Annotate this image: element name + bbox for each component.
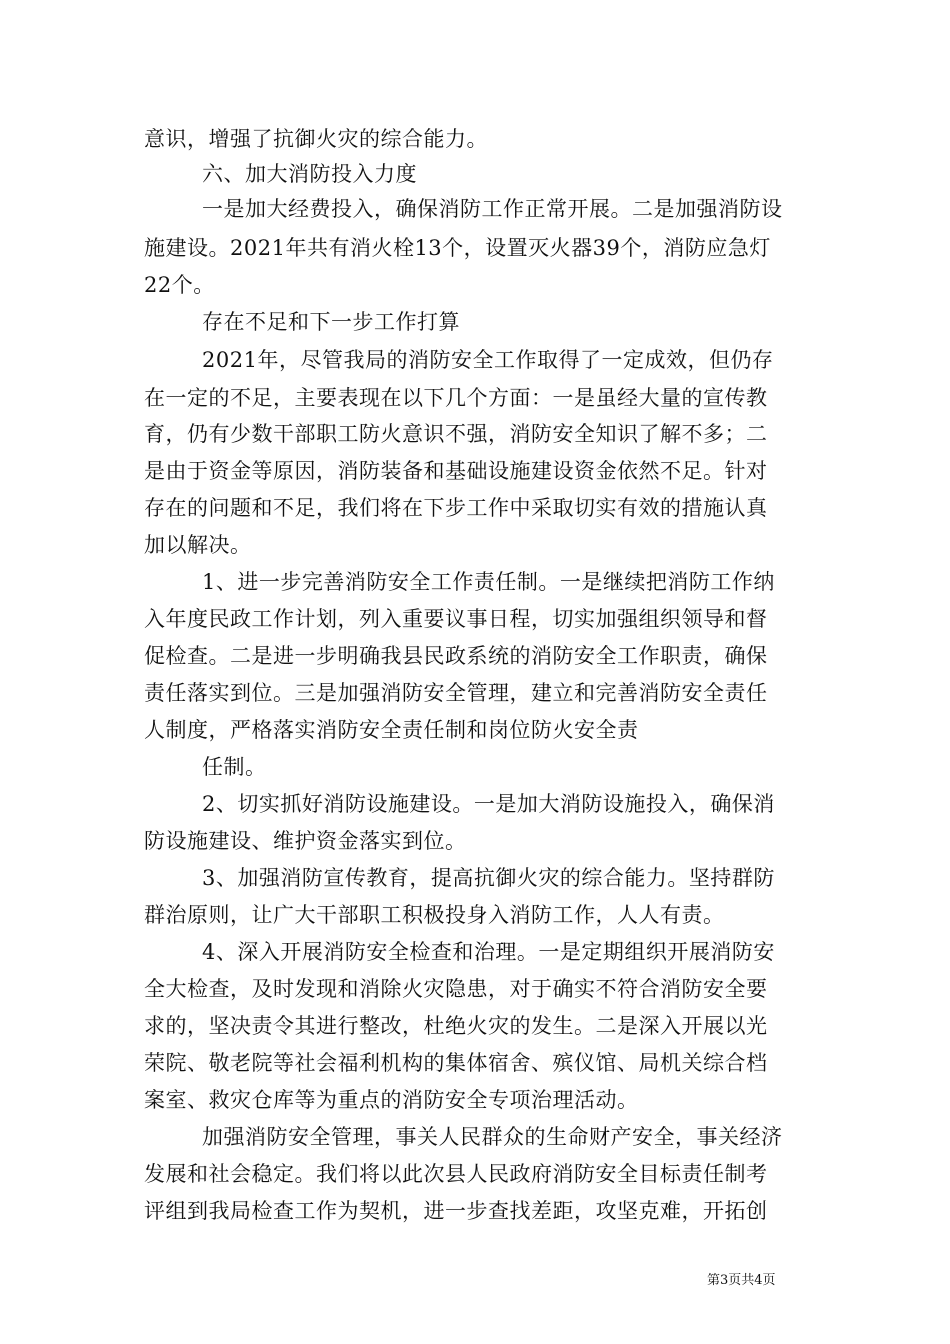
text-line: 发展和社会稳定。我们将以此次县人民政府消防安全目标责任制考	[144, 1162, 768, 1186]
text-line: 入年度民政工作计划，列入重要议事日程，切实加强组织领导和督	[144, 607, 768, 631]
text-line: 荣院、敬老院等社会福利机构的集体宿舍、殡仪馆、局机关综合档	[144, 1051, 768, 1075]
text-line: 1、进一步完善消防安全工作责任制。一是继续把消防工作纳	[202, 570, 775, 594]
page-number: 第3页共4页	[707, 1273, 776, 1288]
text-line: 4、深入开展消防安全检查和治理。一是定期组织开展消防安	[202, 940, 775, 964]
text-line: 22个。	[144, 273, 215, 297]
text-line: 全大检查，及时发现和消除火灾隐患，对于确实不符合消防安全要	[144, 977, 768, 1001]
text-line: 防设施建设、维护资金落实到位。	[144, 829, 467, 853]
text-line: 是由于资金等原因，消防装备和基础设施建设资金依然不足。针对	[144, 459, 768, 483]
text-line: 意识，增强了抗御火灾的综合能力。	[144, 127, 488, 151]
text-line: 存在的问题和不足，我们将在下步工作中采取切实有效的措施认真	[144, 496, 768, 520]
text-line: 评组到我局检查工作为契机，进一步查找差距，攻坚克难，开拓创	[144, 1199, 768, 1223]
text-line: 加以解决。	[144, 533, 252, 557]
text-line: 一是加大经费投入，确保消防工作正常开展。二是加强消防设	[202, 197, 783, 221]
text-line: 责任落实到位。三是加强消防安全管理，建立和完善消防安全责任	[144, 681, 768, 705]
text-line: 任制。	[202, 755, 267, 779]
text-line: 求的，坚决责令其进行整改，杜绝火灾的发生。二是深入开展以光	[144, 1014, 768, 1038]
text-line: 促检查。二是进一步明确我县民政系统的消防安全工作职责，确保	[144, 644, 768, 668]
text-line: 案室、救灾仓库等为重点的消防安全专项治理活动。	[144, 1088, 639, 1112]
text-line: 人制度，严格落实消防安全责任制和岗位防火安全责	[144, 718, 639, 742]
text-line: 加强消防安全管理，事关人民群众的生命财产安全，事关经济	[202, 1125, 783, 1149]
text-line: 3、加强消防宣传教育，提高抗御火灾的综合能力。坚持群防	[202, 866, 775, 890]
text-line: 施建设。2021年共有消火栓13个，设置灭火器39个，消防应急灯	[144, 236, 771, 260]
text-line: 育，仍有少数干部职工防火意识不强，消防安全知识了解不多；二	[144, 422, 768, 446]
text-line: 在一定的不足，主要表现在以下几个方面：一是虽经大量的宣传教	[144, 386, 768, 410]
section-heading: 存在不足和下一步工作打算	[202, 310, 460, 334]
section-heading: 六、加大消防投入力度	[202, 162, 417, 186]
text-line: 2021年，尽管我局的消防安全工作取得了一定成效，但仍存	[202, 348, 774, 372]
text-line: 群治原则，让广大干部职工积极投身入消防工作，人人有责。	[144, 903, 725, 927]
text-line: 2、切实抓好消防设施建设。一是加大消防设施投入，确保消	[202, 792, 775, 816]
